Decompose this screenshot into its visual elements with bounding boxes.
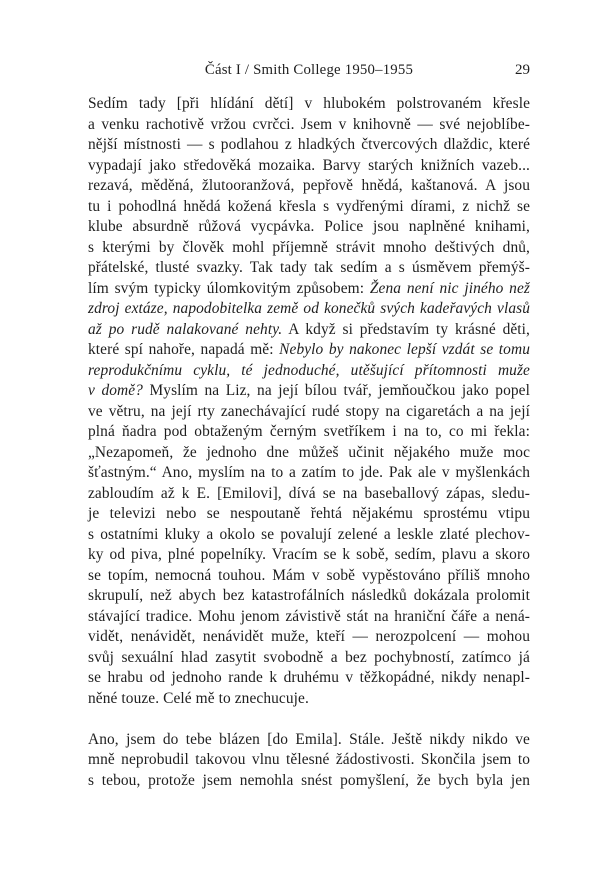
text-segment: je televizi nebo se nespoutaně řehtá nějakému sprostému vtipu: [88, 505, 530, 522]
text-line: [88, 320, 530, 341]
text-line: [88, 94, 530, 115]
italic-text-segment: Žena není nic jiného než: [369, 279, 530, 297]
text-line: [88, 648, 530, 669]
text-line: [88, 340, 530, 361]
italic-text-segment: reprodukčnímu cyklu, té jednoduché, utěšující přítomnosti muže: [88, 361, 530, 379]
text-segment: zabloudím až k E. [Emilovi], dívá se na baseballový zápas, sledu-: [88, 484, 530, 502]
text-segment: nější místnosti — s podlahou z hladkých čtvercových dlaždic, které: [88, 136, 530, 153]
text-line: [88, 730, 530, 751]
text-line: [88, 504, 530, 525]
text-segment: vypadají jako středověká mozaika. Barvy starých knižních vazeb...: [88, 156, 530, 174]
text-segment: Myslím na Liz, na její bílou tvář, jemňoučkou jako popel: [142, 382, 530, 399]
text-segment: „Nezapomeň, že jednoho dne můžeš učinit nějakého muže moc: [88, 443, 530, 461]
text-line: [88, 668, 530, 689]
text-line: [88, 525, 530, 546]
text-segment: s ostatními kluky a okolo se povalují zelené a leskle zlaté plechov-: [88, 525, 530, 543]
chapter-title: Část I / Smith College 1950–1955: [204, 62, 414, 78]
text-line: [88, 156, 530, 177]
paragraph-1: [88, 94, 530, 709]
text-segment: které spí nahoře, napadá mě:: [88, 341, 280, 358]
text-line: [88, 484, 530, 505]
text-segment: s tebou, protože jsem nemohla snést pomyšlení, že bych byla jen: [88, 771, 530, 789]
text-segment: něné touze. Celé mě to znechucuje.: [88, 689, 309, 707]
text-line: [88, 258, 530, 279]
text-line: [88, 299, 530, 320]
text-segment: plná ňadra pod obtaženým černým svetříkem i na to, co mi řekla:: [88, 423, 530, 440]
text-line: [88, 627, 530, 648]
text-line: [88, 607, 530, 628]
text-segment: svůj sexuální hlad zasytit svobodně a bez pochybností, zatímco já: [88, 648, 530, 666]
text-segment: přátelské, tlusté svazky. Tak tady tak sedím a s úsměvem přemýš-: [88, 259, 530, 276]
text-segment: lím svým typicky úlomkovitým způsobem:: [88, 279, 370, 297]
text-line: [88, 586, 530, 607]
text-line: [88, 381, 530, 402]
text-line: [88, 176, 530, 197]
text-line: [88, 135, 530, 156]
text-segment: a venku rachotivě vržou cvrčci. Jsem v knihovně — své nejoblíbe-: [88, 115, 530, 133]
italic-text-segment: až po rudě nalakované nehty.: [88, 320, 283, 338]
text-segment: skrupulí, než abych bez katastrofálních následků dokázala prolomit: [88, 587, 530, 604]
text-segment: vidět, nenávidět, nenávidět muže, kteří — nerozpolcení — mohou: [88, 628, 530, 645]
text-line: [88, 238, 530, 259]
text-segment: se topím, nemocná touhou. Mám v sobě vypěstováno příliš mnoho: [88, 566, 530, 584]
text-segment: klube absurdně růžová vycpávka. Police jsou naplněné knihami,: [88, 218, 530, 235]
italic-text-segment: v domě?: [88, 382, 143, 399]
text-segment: Ano, jsem do tebe blázen [do Emila]. Stále. Ještě nikdy nikdo ve: [88, 730, 530, 748]
text-line: [88, 545, 530, 566]
text-line: [88, 689, 530, 710]
text-segment: stávající tradice. Mohu jenom závistivě stát na hraniční čáře a nená-: [88, 607, 530, 625]
text-segment: s kterými by člověk mohl příjemně strávit mnoho deštivých dnů,: [88, 238, 530, 256]
text-segment: ky od piva, plné popelníky. Vracím se k sobě, sedím, plavu a skoro: [88, 546, 530, 563]
running-header: [88, 61, 530, 79]
text-segment: mně neprobudil takovou vlnu tělesné žádostivosti. Skončila jsem to: [88, 751, 530, 768]
text-segment: se hrabu od jednoho rande k druhému v těžkopádné, nikdy nenapl-: [88, 669, 530, 686]
text-segment: šťastným.“ Ano, myslím na to a zatím to jde. Pak ale v myšlenkách: [88, 464, 530, 481]
text-line: [88, 463, 530, 484]
text-segment: tu i pohodlná hnědá kožená křesla s vydřenými dírami, z nichž se: [88, 197, 530, 215]
text-segment: ve větru, na její rty zanechávající rudé stopy na cigaretách a na její: [88, 402, 530, 420]
italic-text-segment: Nebylo by nakonec lepší vzdát se tomu: [279, 341, 530, 358]
text-line: [88, 443, 530, 464]
page-number: 29: [515, 62, 530, 78]
text-line: [88, 197, 530, 218]
text-line: [88, 279, 530, 300]
text-line: [88, 217, 530, 238]
italic-text-segment: zdroj extáze, napodobitelka země od konečků svých kadeřavých vlasů: [88, 300, 530, 317]
text-line: [88, 402, 530, 423]
text-line: [88, 361, 530, 382]
text-line: [88, 422, 530, 443]
text-line: [88, 750, 530, 771]
text-segment: A když si představím ty krásné děti,: [282, 320, 531, 338]
paragraph-2: [88, 730, 530, 792]
text-segment: rezavá, měděná, žlutooranžová, pepřově hnědá, kaštanová. A jsou: [88, 177, 530, 194]
text-line: [88, 566, 530, 587]
text-line: [88, 115, 530, 136]
body-text: [88, 94, 530, 791]
text-line: [88, 771, 530, 792]
text-segment: Sedím tady [při hlídání dětí] v hlubokém polstrovaném křesle: [88, 95, 530, 112]
